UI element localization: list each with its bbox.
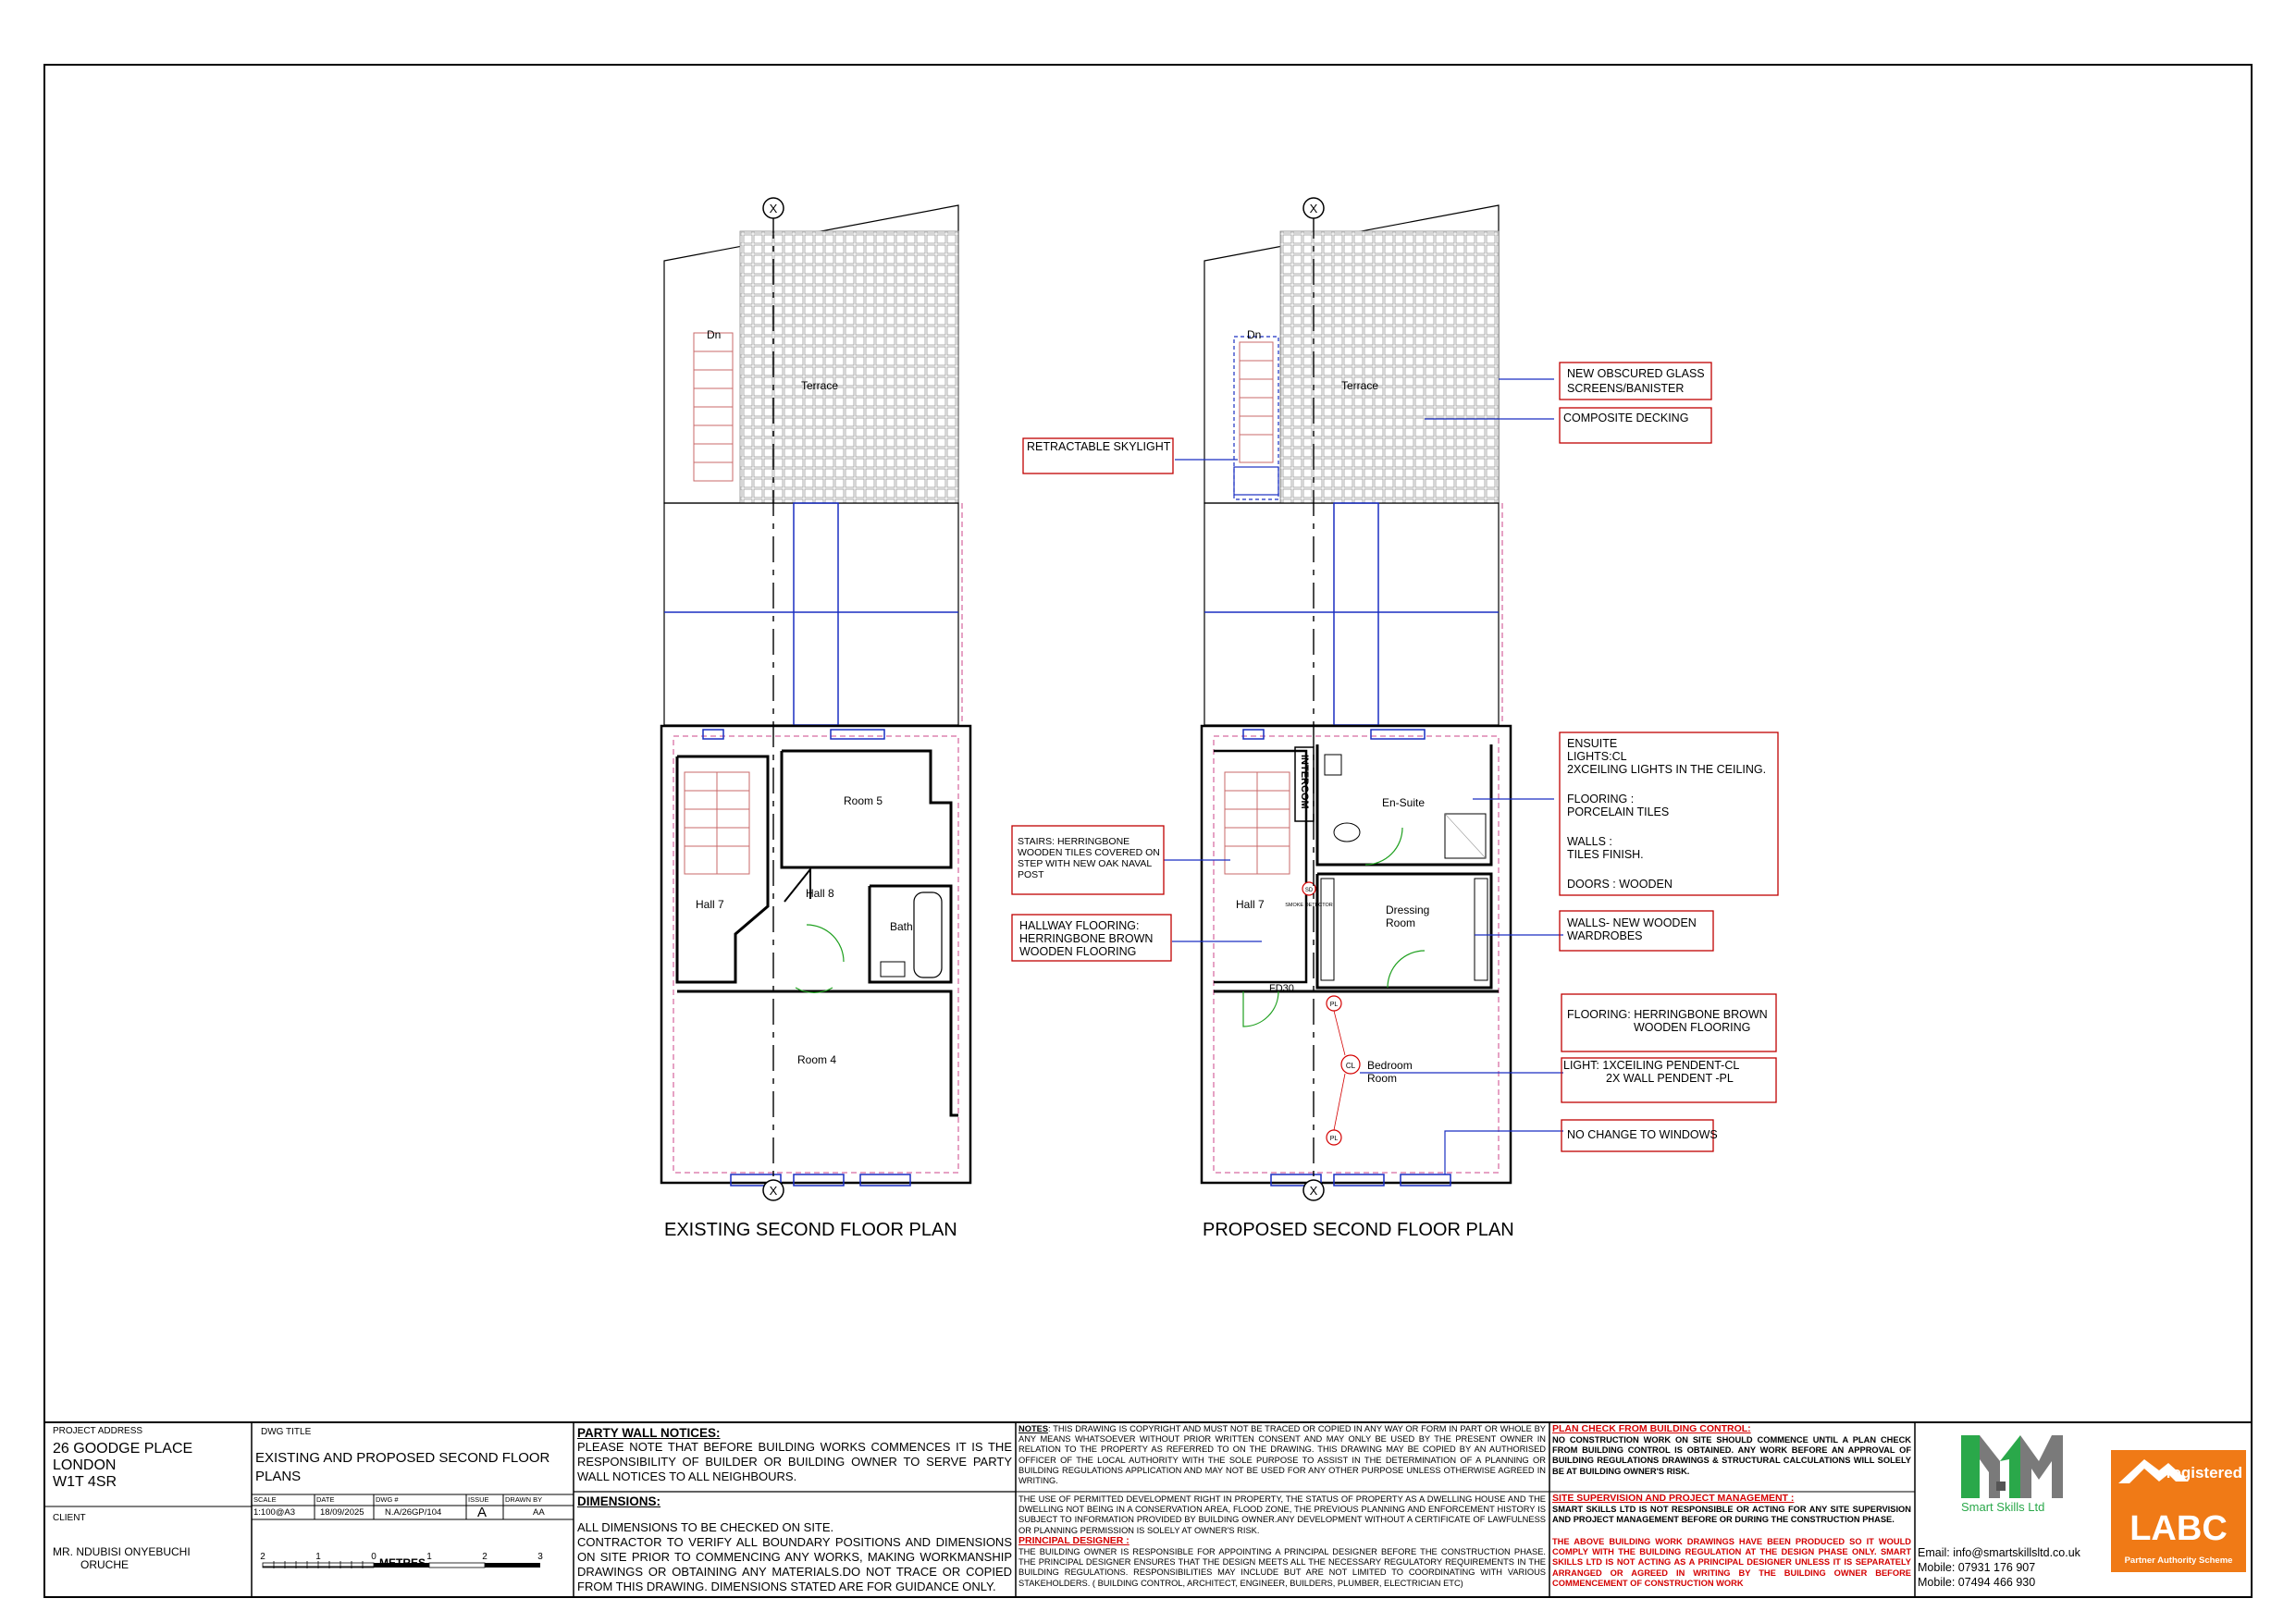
supervision-text: SMART SKILLS LTD IS NOT RESPONSIBLE OR ACTING FOR ANY SITE SUPERVISION AND PROJECT MANAGEMENT BEFORE OR DURING THE CONSTRUCTION PHASE. bbox=[1552, 1505, 1911, 1525]
flooring-note-line: FLOORING: HERRINGBONE BROWN bbox=[1567, 1008, 1768, 1021]
walls-note-line: WALLS- NEW WOODEN bbox=[1567, 916, 1697, 929]
existing-main-stair bbox=[685, 772, 749, 874]
client-label: CLIENT bbox=[53, 1513, 86, 1523]
drawn-by-value: AA bbox=[533, 1507, 545, 1518]
ensuite-note-line: PORCELAIN TILES bbox=[1567, 805, 1670, 818]
dwg-title-label: DWG TITLE bbox=[261, 1427, 312, 1437]
labc-scheme: Partner Authority Scheme bbox=[2124, 1555, 2233, 1566]
proposed-hall7-label: Hall 7 bbox=[1236, 898, 1265, 911]
date-value: 18/09/2025 bbox=[320, 1507, 364, 1518]
address-line: W1T 4SR bbox=[53, 1474, 117, 1490]
proposed-dn-label: Dn bbox=[1247, 328, 1262, 341]
principal-text: THE BUILDING OWNER IS RESPONSIBLE FOR APPOINTING A PRINCIPAL DESIGNER BEFORE THE CONSTRUCTION PHASE. THE PRINCIPAL DESIGNER ENSURES THAT THE DESIGN MEETS ALL THE NECESSARY REGULATORY REQUIREMENTS IN THE BUILDING REGULATIONS. RESPONSIBILITIES MAY INCLUDE BUT ARE NOT LIMITED TO COORDINATING WITH VARIOUS STAKEHOLDERS. ( BUILDING CONTROL, ARCHITECT, ENGINEER, BUILDERS, PLUMBER, ELECTRICIAN ETC) bbox=[1018, 1547, 1546, 1588]
ensuite-label: En-Suite bbox=[1382, 796, 1426, 809]
dimensions-text-line: CONTRACTOR TO VERIFY ALL BOUNDARY POSITIONS AND DIMENSIONS ON SITE PRIOR TO COMMENCING ANY WORKS, MAKING WORKMANSHIP DRAWINGS OR OBTAINING ANY MATERIALS.DO NOT TRACE OR COPIED FROM THIS DRAWING. DIMENSIONS STATED ARE FOR GUIDANCE ONLY. bbox=[577, 1535, 1012, 1593]
mobile-2[interactable]: Mobile: 07494 466 930 bbox=[1918, 1576, 2036, 1589]
project-address-label: PROJECT ADDRESS bbox=[53, 1426, 143, 1436]
scale-label: SCALE bbox=[253, 1495, 277, 1504]
stairs-note-line: POST bbox=[1018, 869, 1044, 880]
svg-text:0: 0 bbox=[371, 1552, 376, 1562]
intercom-label: INTERCOM bbox=[1299, 755, 1310, 809]
party-wall-heading: PARTY WALL NOTICES: bbox=[577, 1426, 721, 1440]
scale-bar bbox=[260, 1552, 543, 1569]
plan-check-heading: PLAN CHECK FROM BUILDING CONTROL: bbox=[1552, 1424, 1751, 1434]
svg-text:2: 2 bbox=[482, 1552, 488, 1562]
existing-terrace-label: Terrace bbox=[801, 379, 839, 392]
company-name: Smart Skills Ltd bbox=[1961, 1500, 2045, 1514]
issue-label: ISSUE bbox=[468, 1495, 489, 1504]
drawn-by-label: DRAWN BY bbox=[505, 1495, 543, 1504]
hallway-note-line: WOODEN FLOORING bbox=[1019, 945, 1137, 958]
plan-check-text: NO CONSTRUCTION WORK ON SITE SHOULD COMMENCE UNTIL A PLAN CHECK FROM BUILDING CONTROL IS OBTAINED. ANY WORK BEFORE AN APPROVAL OF BUILDING REGULATIONS DRAWINGS & STRUCTURAL CALCULATIONS WILL SOLELY BE AT BUILDING OWNER'S RISK. bbox=[1552, 1435, 1911, 1476]
hallway-note-line: HERRINGBONE BROWN bbox=[1019, 932, 1154, 945]
client-line: ORUCHE bbox=[80, 1559, 130, 1570]
smart-skills-logo bbox=[1961, 1435, 2063, 1514]
client-line: MR. NDUBISI ONYEBUCHI bbox=[53, 1546, 191, 1557]
light-note-line: LIGHT: 1XCEILING PENDENT-CL bbox=[1563, 1059, 1740, 1072]
svg-text:X: X bbox=[1309, 202, 1318, 215]
title-block-grid bbox=[44, 1422, 2252, 1597]
ensuite-note-line: FLOORING : bbox=[1567, 793, 1635, 805]
existing-hall8-label: Hall 8 bbox=[806, 887, 834, 900]
svg-text:X: X bbox=[769, 202, 778, 215]
proposed-skylight bbox=[1234, 337, 1278, 499]
dwg-number-label: DWG # bbox=[376, 1495, 399, 1504]
svg-text:SD: SD bbox=[1304, 888, 1314, 893]
proposed-plan-title: PROPOSED SECOND FLOOR PLAN bbox=[1203, 1220, 1514, 1240]
proposed-main-stair bbox=[1225, 772, 1290, 874]
ensuite-note-line: 2XCEILING LIGHTS IN THE CEILING. bbox=[1567, 763, 1767, 776]
bedroom-label: Bedroom Room bbox=[1367, 1059, 1413, 1085]
mobile-1[interactable]: Mobile: 07931 176 907 bbox=[1918, 1561, 2036, 1574]
ensuite-note-line: TILES FINISH. bbox=[1567, 848, 1644, 861]
svg-text:3: 3 bbox=[537, 1552, 543, 1562]
svg-text:1: 1 bbox=[426, 1552, 432, 1562]
notes-text: : THIS DRAWING IS COPYRIGHT AND MUST NOT BE TRACED OR COPIED IN ANY WAY OR FORM IN PART OR WHOLE BY ANY MEANS WHATSOEVER WITHOUT PRIOR WRITTEN CONSENT AND MAY ONLY BE USED BY THE PRESENT OWNER IN RELATION TO THE PROPERTY AS REFERRED TO ON THE DRAWING. THIS DRAWING MAY BE COPIED BY AN AUTHORISED OFFICER OF THE LOCAL AUTHORITY WITH THE SOLE PURPOSE TO ASSIST IN THE DETERMINATION OF A PLANNING OR BUILDING REGULATIONS APPLICATION AND MAY NOT BE USED FOR ANY OTHER PURPOSE UNLESS OTHERWISE AGREED IN WRITING. bbox=[1018, 1424, 1546, 1486]
dwg-title-line: EXISTING AND PROPOSED SECOND FLOOR bbox=[255, 1450, 550, 1466]
hallway-note-line: HALLWAY FLOORING: bbox=[1019, 919, 1140, 932]
stairs-note-line: STAIRS: HERRINGBONE bbox=[1018, 836, 1130, 847]
glass-note-line: SCREENS/BANISTER bbox=[1567, 382, 1685, 395]
ensuite-note-line: ENSUITE bbox=[1567, 737, 1618, 750]
issue-value: A bbox=[477, 1505, 488, 1520]
dressing-room-label: Dressing Room bbox=[1386, 904, 1430, 929]
existing-floor-plan bbox=[661, 198, 970, 1240]
supervision-heading: SITE SUPERVISION AND PROJECT MANAGEMENT : bbox=[1552, 1494, 1795, 1504]
labc-logo bbox=[2111, 1450, 2246, 1572]
decking-note: COMPOSITE DECKING bbox=[1563, 412, 1689, 424]
stairs-note-line: WOODEN TILES COVERED ON bbox=[1018, 847, 1160, 858]
svg-text:X: X bbox=[769, 1184, 778, 1198]
svg-text:PL: PL bbox=[1329, 1002, 1339, 1008]
svg-text:X: X bbox=[1309, 1184, 1318, 1198]
ensuite-note-line: LIGHTS:CL bbox=[1567, 750, 1627, 763]
labc-registered: registered bbox=[2166, 1464, 2242, 1482]
sheet-border bbox=[44, 65, 2252, 1597]
proposed-terrace-label: Terrace bbox=[1341, 379, 1379, 392]
light-note-line: 2X WALL PENDENT -PL bbox=[1606, 1072, 1734, 1085]
permitted-text: THE USE OF PERMITTED DEVELOPMENT RIGHT IN PROPERTY, THE STATUS OF PROPERTY AS A DWELLING HOUSE AND THE DWELLING NOT BEING IN A CONSERVATION AREA, FLOOD ZONE, THE PREVIOUS PLANNING AND ENFORCEMENT HISTORY IS SUBJECT TO INFORMATION PROVIDED BY BUILDING OWNER.ANY DEVELOPMENT WITHOUT A CERTIFICATE OF LAWFULNESS OR PLANNING PERMISSION IS SOLELY AT OWNER'S RISK. bbox=[1018, 1494, 1546, 1535]
existing-plan-title: EXISTING SECOND FLOOR PLAN bbox=[664, 1220, 957, 1240]
proposed-floor-plan bbox=[1202, 198, 1514, 1240]
windows-note: NO CHANGE TO WINDOWS bbox=[1567, 1128, 1718, 1141]
labc-wordmark: LABC bbox=[2129, 1509, 2228, 1548]
scale-value: 1:100@A3 bbox=[253, 1507, 296, 1518]
scale-bar-unit: METRES bbox=[379, 1556, 426, 1569]
principal-heading: PRINCIPAL DESIGNER : bbox=[1018, 1536, 1129, 1546]
existing-room4-label: Room 4 bbox=[797, 1053, 837, 1066]
svg-text:PL: PL bbox=[1329, 1136, 1339, 1142]
existing-hall7-label: Hall 7 bbox=[696, 898, 724, 911]
stairs-note-line: STEP WITH NEW OAK NAVAL bbox=[1018, 858, 1153, 869]
svg-text:CL: CL bbox=[1345, 1062, 1356, 1070]
dwg-title-line: PLANS bbox=[255, 1469, 302, 1484]
svg-text:2: 2 bbox=[260, 1552, 265, 1562]
ensuite-note-line: DOORS : WOODEN bbox=[1567, 878, 1673, 891]
existing-room5-label: Room 5 bbox=[844, 794, 883, 807]
dimensions-heading: DIMENSIONS: bbox=[577, 1494, 661, 1508]
design-phase-text: THE ABOVE BUILDING WORK DRAWINGS HAVE BEEN PRODUCED SO IT WOULD COMPLY WITH THE BUILDING REGULATION AT THE DESIGN PHASE ONLY. SMART SKILLS LTD IS NOT ACTING AS A PRINCIPAL DESIGNER UNLESS IT IS SEPARATELY ARRANGED OR AGREED IN WRITING BY THE BUILDING OWNER BEFORE COMMENCEMENT OF CONSTRUCTION WORK bbox=[1552, 1537, 1911, 1588]
existing-dn-label: Dn bbox=[707, 328, 722, 341]
existing-down-stair bbox=[694, 333, 733, 481]
ensuite-note-line: WALLS : bbox=[1567, 835, 1612, 848]
dwg-number-value: N.A/26GP/104 bbox=[385, 1507, 442, 1518]
party-wall-text: PLEASE NOTE THAT BEFORE BUILDING WORKS COMMENCES IT IS THE RESPONSIBILITY OF BUILDER OR BUILDING OWNER TO SERVE PARTY WALL NOTICES TO ALL NEIGHBOURS. bbox=[577, 1440, 1012, 1483]
svg-text:1: 1 bbox=[315, 1552, 321, 1562]
email[interactable]: Email: info@smartskillsltd.co.uk bbox=[1918, 1546, 2080, 1559]
date-label: DATE bbox=[316, 1495, 335, 1504]
dimensions-text-line: ALL DIMENSIONS TO BE CHECKED ON SITE. bbox=[577, 1520, 834, 1534]
address-line: 26 GOODGE PLACE bbox=[53, 1441, 193, 1457]
address-line: LONDON bbox=[53, 1457, 117, 1473]
skylight-note: RETRACTABLE SKYLIGHT bbox=[1027, 440, 1171, 453]
smoke-detector-label: SMOKE DETECTOR bbox=[1285, 903, 1333, 908]
existing-bath-label: Bath bbox=[890, 920, 913, 933]
flooring-note-line: WOODEN FLOORING bbox=[1634, 1021, 1751, 1034]
walls-note-line: WARDROBES bbox=[1567, 929, 1643, 942]
glass-note-line: NEW OBSCURED GLASS bbox=[1567, 367, 1705, 380]
notes-heading: NOTES bbox=[1018, 1424, 1049, 1433]
fd30-label: FD30 bbox=[1269, 983, 1294, 994]
